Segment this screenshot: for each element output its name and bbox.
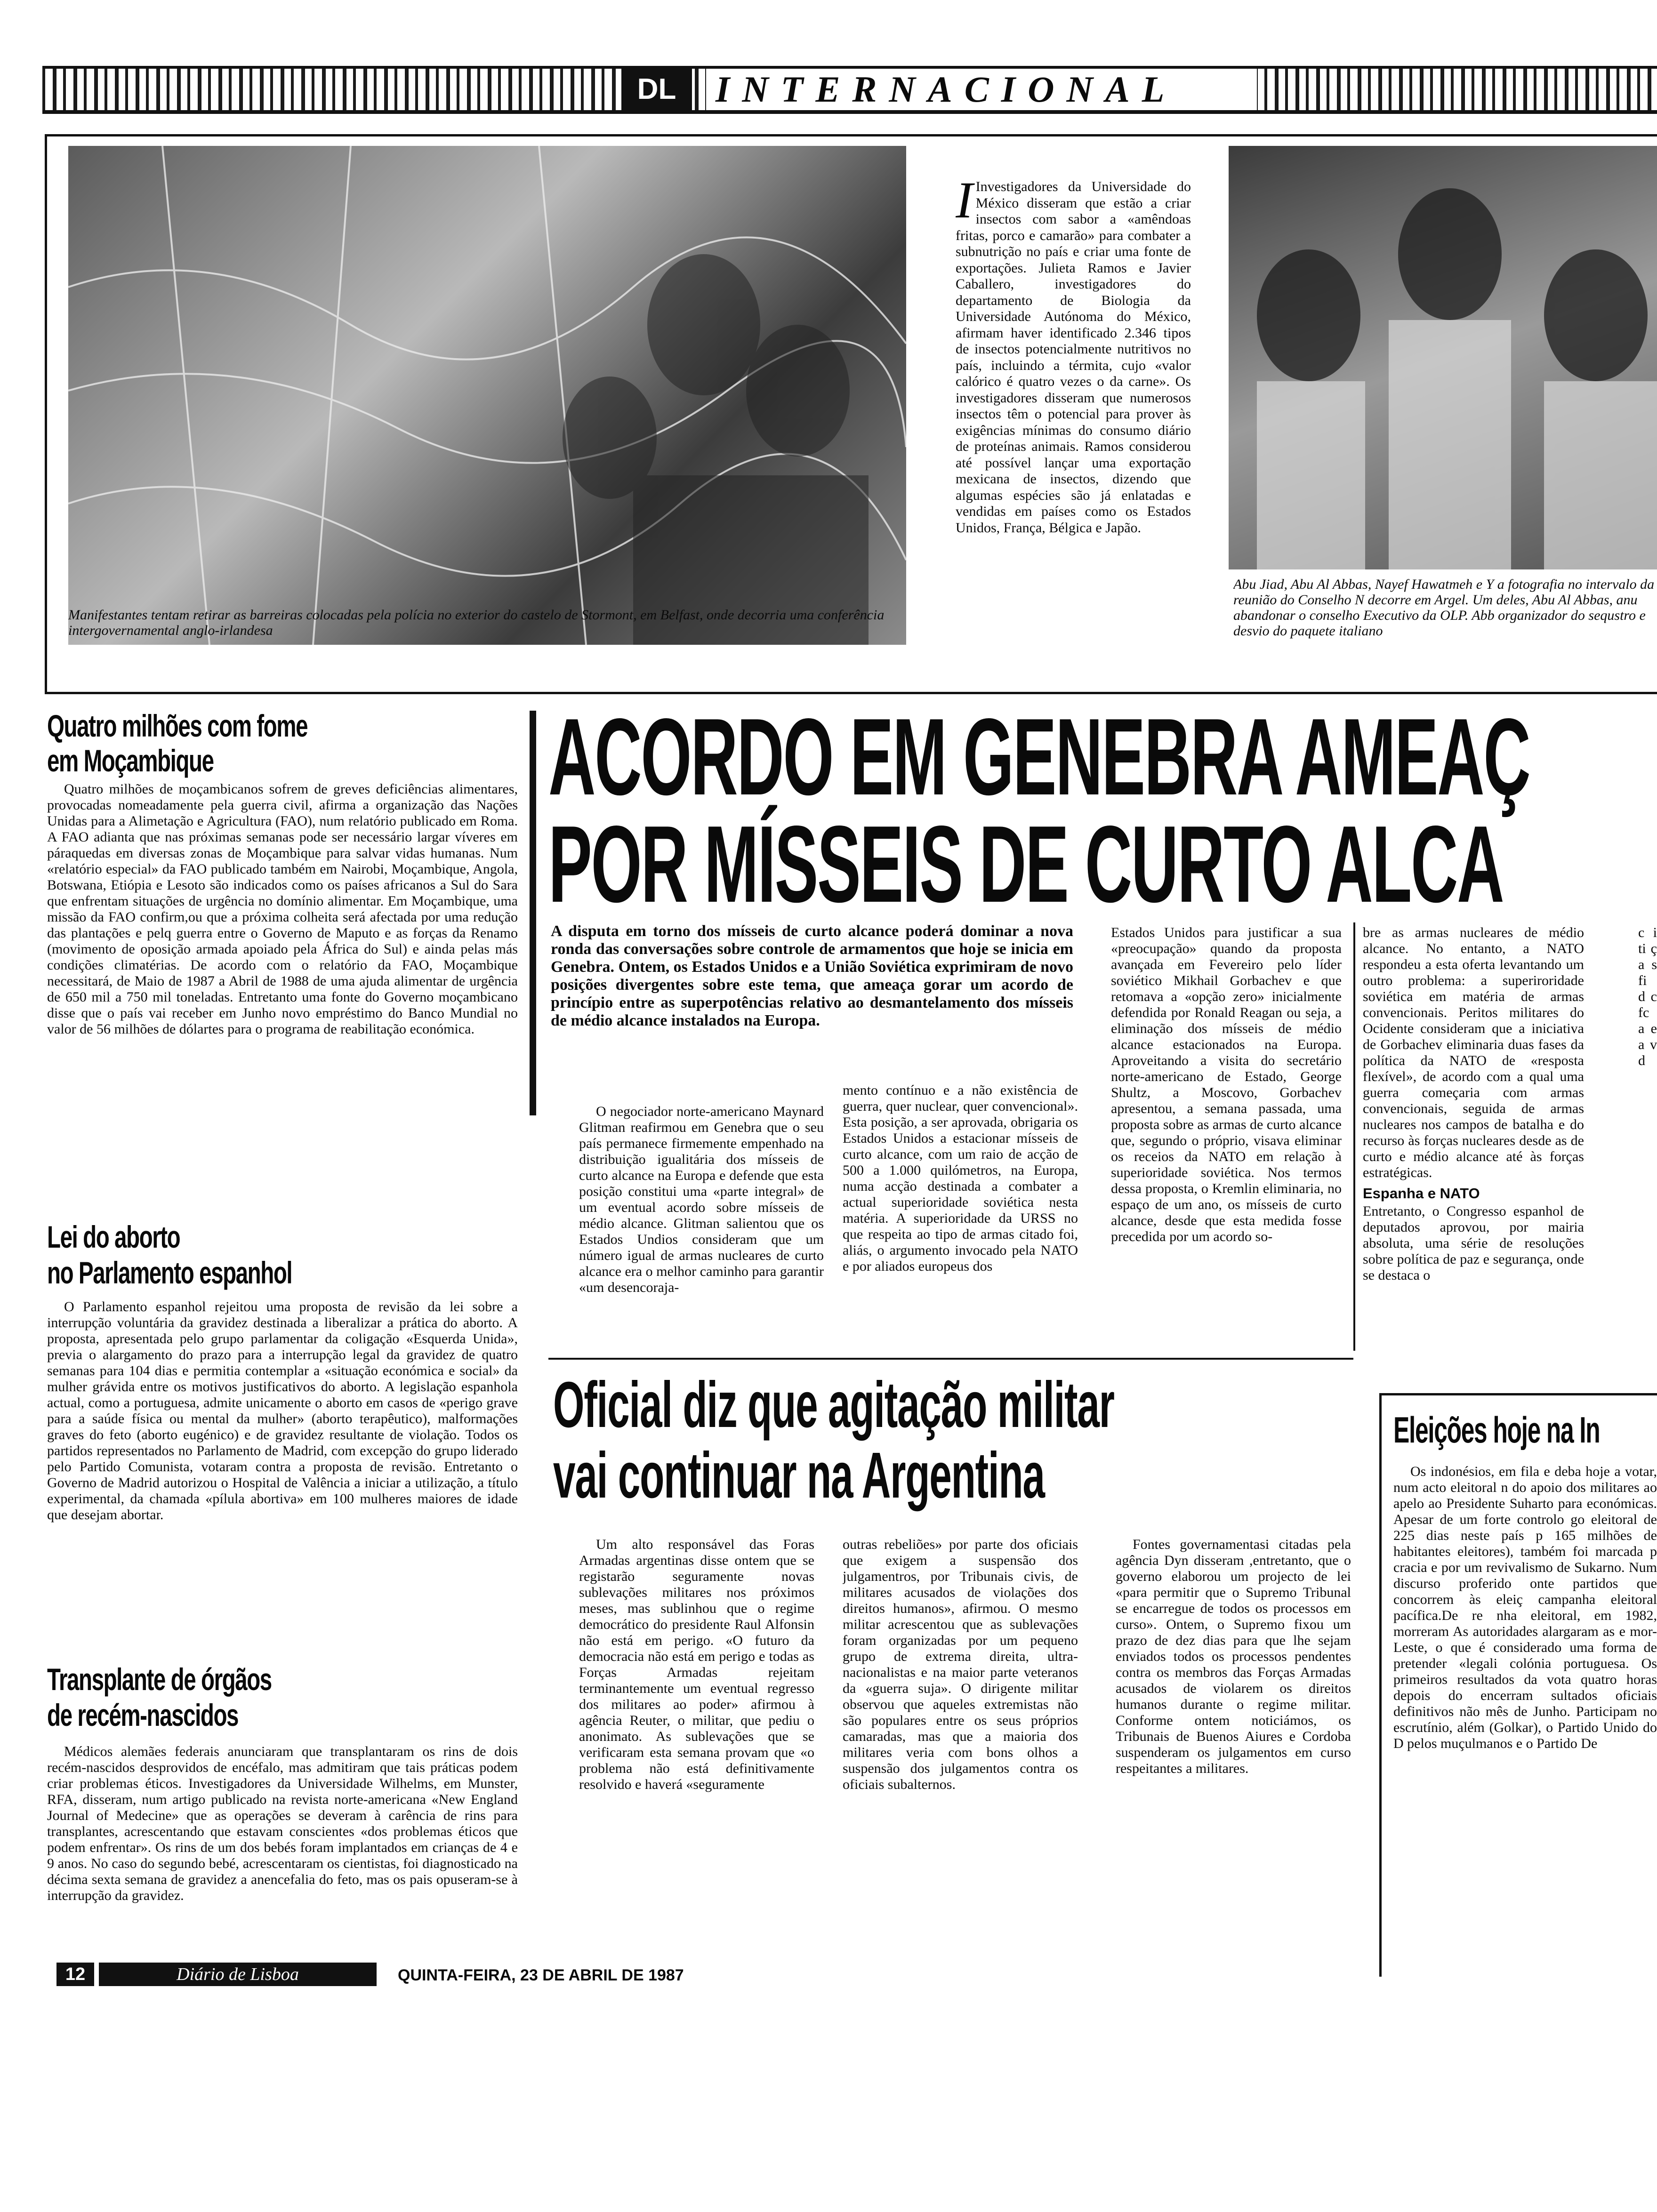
section-title: INTERNACIONAL <box>706 69 1257 110</box>
main-col4-subhead: Espanha e NATO <box>1363 1185 1480 1202</box>
argentina-col-1: Um alto responsável das Foras Armadas argentinas disse ontem que se registarão seguramente novas sublevações militares nos próximos meses, mas sublinhou que o regime democrático do presidente Raul Alfonsin não está em perigo. «O futuro da democracia não está em perigo e todas as Forças Armadas rejeitam terminantemente um eventual regresso dos militares ao poder» afirmou à agência Reuter, o militar, que pediu o anonimato. As sublevações que se verificaram esta semana provam que «o problema não está definitivamente resolvido e haverá «seguramente <box>579 1537 814 1792</box>
main-headline <box>548 704 1657 920</box>
indonesia-headline: Eleições hoje na In <box>1393 1409 1600 1451</box>
main-headline-line2: POR MÍSSEIS DE CURTO ALCA <box>548 803 1504 920</box>
footer-page-number: 12 <box>56 1963 94 1986</box>
argentina-col-2: outras rebeliões» por parte dos oficiais que exigem a suspensão dos julgamentros, por Tribunais civis, de militares acusados de violações dos direitos humanos», afirmou. O mesmo militar acrescentou que as sublevações foram organizadas por um pequeno grupo de extrema direita, ultra-nacionalistas e na maior parte veteranos da «guerra suja». O dirigente militar observou que aqueles extremistas não são populares entre os seus próprios camaradas, mas que a maioria dos militares veria com bons olhos a suspensão dos julgamentos contra os oficiais subalternos. <box>843 1537 1078 1792</box>
column-divider-main <box>1353 922 1355 1351</box>
column-divider-left <box>530 711 536 1115</box>
left-column-1-title <box>47 708 518 778</box>
photo-belfast-protest <box>68 146 906 645</box>
argentina-top-rule <box>548 1358 1353 1360</box>
article2-title-line1: Lei do aborto <box>47 1219 180 1254</box>
left-column-2-title <box>47 1219 518 1290</box>
main-edge-col: c i ti ç a s fi d c fc a e a v d <box>1638 925 1657 1068</box>
main-col-1: O negociador norte-americano Maynard Glitman reafirmou em Genebra que o seu país permanece firmemente empenhado na distribuição igualitária dos mísseis de curto alcance na Europa e defende que esta posição constitui uma «parte integral» de um eventual acordo sobre mísseis de médio alcance. Glitman salientou que os Estados Undios consideram que um número igual de armas nucleares de curto alcance era o melhor caminho para garantir «um desencoraja- <box>579 1104 824 1295</box>
masthead-logo: DL <box>621 69 692 110</box>
main-lead: A disputa em torno dos mísseis de curto alcance poderá dominar a nova ronda das conversações sobre controle de armamentos que hoje se inicia em Genebra. Ontem, os Estados Unidos e a União Soviética exprimiram de novo posições divergentes sobre este tema, que ameaça gorar um acordo de princípio entre as superpotências relativo ao desmantelamento dos mísseis de médio alcance instalados na Europa. <box>551 922 1073 1029</box>
footer-date: QUINTA-FEIRA, 23 DE ABRIL DE 1987 <box>398 1966 684 1984</box>
barbed-wire-illustration <box>68 146 906 645</box>
indonesia-body: Os indonésios, em fila e deba hoje a votar, num acto eleitoral n do apoio dos militares ao apelo ao Presidente Suharto para económicas. Apesar de um forte controlo go eleitoral de 225 dias neste país p 165 milhões de habitantes eleitores), também foi marcada p cracia e por um revivalismo de Sukarno. Num discurso proferido onte partidos que concorrem às eleiç campanha eleitoral pacífica.De re nha eleitoral, em 1982, morreram As autoridades alargaram as e mor-Leste, o que é considerado uma forma de pretender «legali colónia portuguesa. Os primeiros resultados da vota quatro horas depois do encerram sultados oficiais definitivos não mês de Junho. Participam no escrutínio, além (Golkar), o Partido Unido do D pelos muçulmanos e o Partido De <box>1393 1464 1657 1751</box>
dropcap-i: I <box>956 179 973 229</box>
main-col-4: bre as armas nucleares de médio alcance. No entanto, a NATO respondeu a esta oferta levantando um outro problema: a superiroridade soviética em matéria de armas convencionais. Peritos militares do Ocidente consideram que a iniciativa de Gorbachev eliminaria duas fases da política da NATO de «resposta flexível», de acordo com a qual uma guerra começaria com armas convencionais, seguida de armas nucleares nos campos de batalha e do recurso às forças nucleares desde as de curto e médio alcance até às forças estratégicas. Espanha e NATO Entretanto, o Congresso espanhol de deputados aprovou, por mairia absoluta, uma série de resoluções sobre política de paz e segurança, onde se destaca o <box>1363 925 1584 1283</box>
photo-right-caption: Abu Jiad, Abu Al Abbas, Nayef Hawatmeh e Y a fotografia no intervalo da reunião do Conselho N decorre em Argel. Um deles, Abu Al Abbas, anu abandonar o conselho Executivo da OLP. Abb organizador do sequstro e desvio do paquete italiano <box>1233 577 1655 639</box>
article3-title-line1: Transplante de órgãos <box>47 1662 272 1697</box>
masthead-bottom-line <box>42 110 1657 114</box>
argentina-headline <box>553 1370 1353 1520</box>
article1-title-line2: em Moçambique <box>47 743 214 778</box>
left-column-3-title <box>47 1661 518 1733</box>
article2-body: O Parlamento espanhol rejeitou uma proposta de revisão da lei sobre a interrupção voluntária da gravidez destinada a liberalizar a prática do aborto. A proposta, apresentada pelo grupo parlamentar da coligação «Esquerda Unida», previa o alargamento do prazo para a interrupção legal da gravidez de quatro semanas para 104 dias e permitia contemplar a «situação económica e social» da mulher grávida entre os motivos justificativos do aborto. A legislação espanhola actual, como a portuguesa, admite unicamente o aborto em casos de «perigo grave para a saúde física ou mental da mulher» (aborto terapêutico), malformações graves do feto (aborto eugénico) e de gravidez resultante de violação. Todos os partidos representados no Parlamento de Madrid, com excepção do grupo liderado pelo Partido Comunista, votaram contra a proposta de revisão. Entretanto o Governo de Madrid autorizou o Hospital de Valência a iniciar a utilização, a título experimental, da chamada «pílula abortiva» em 100 mulheres maiores de idade que desejam abortar. <box>47 1299 518 1523</box>
argentina-col-3: Fontes governamentasi citadas pela agência Dyn disseram ,entretanto, que o governo elaborou um projecto de lei «para permitir que o Supremo Tribunal se encarregue de todos os processos em curso». Ontem, o Supremo fixou um prazo de dez dias para que lhe sejam enviados todos os processos pendentes contra os membros das Forças Armadas acusados de violarem os direitos humanos durante o regime militar. Conforme ontem noticiámos, os Tribunais de Buenos Aiures e Cordoba suspenderam os julgamentos em curso respeitantes a militares. <box>1116 1537 1351 1776</box>
footer-paper-name: Diário de Lisboa <box>99 1963 377 1986</box>
article3-title-line2: de recém-nascidos <box>47 1698 239 1732</box>
argentina-headline-line1: Oficial diz que agitação militar <box>553 1370 1114 1441</box>
photo-left-caption: Manifestantes tentam retirar as barreiras colocadas pela polícia no exterior do castelo de Stormont, em Belfast, onde decorria uma conferência intergovernamental anglo-irlandesa <box>68 607 885 638</box>
main-col-3: Estados Unidos para justificar a sua «preocupação» quando da proposta avançada em Fevereiro pelo líder soviético Mikhail Gorbachev e que retomava a «opção zero» inicialmente defendida por Ronald Reagan ou seja, a eliminação dos mísseis de médio alcance estacionados na Europa. Aproveitando a visita do secretário norte-americano de Estado, George Shultz, a Moscovo, Gorbachev apresentou, a semana passada, uma proposta sobre as armas de curto alcance que, segundo o próprio, visava eliminar os receios da NATO em relação à superioridade soviética. Nos termos dessa proposta, o Kremlin eliminaria, no espaço de um ano, os mísseis de curto alcance, desde que esta medida fosse precedida por um acordo so- <box>1111 925 1342 1244</box>
insects-article: I Investigadores da Universidade do México disseram que estão a criar insectos com sabor a «amêndoas fritas, porco e camarão» para combater a subnutrição no país e criar uma fonte de exportações. Julieta Ramos e Javier Caballero, investigadores do departamento de Biologia da Universidade Autónoma do México, afirmam haver identificado 2.346 tipos de insectos potencialmente nutritivos no país, incluindo a térmita, cujo «valor calórico é quatro vezes o da carne». Os investigadores disseram que numerosos insectos têm o potencial para prover às exigências mínimas do consumo diário de proteínas animais. Ramos considerou até possível lançar uma exportação mexicana de insectos, dizendo que algumas espécies são já enlatadas e vendidas em países como os Estados Unidos, França, Bélgica e Japão. <box>956 179 1191 536</box>
article2-title-line2: no Parlamento espanhol <box>47 1255 292 1290</box>
argentina-headline-line2: vai continuar na Argentina <box>553 1439 1045 1512</box>
portrait-illustration <box>1229 146 1657 569</box>
main-headline-line1: ACORDO EM GENEBRA AMEAÇ <box>548 704 1530 818</box>
main-col-2: mento contínuo e a não existência de guerra, quer nuclear, quer convencional». Esta posição, a ser aprovada, obrigaria os Estados Unidos a estacionar mísseis de curto alcance, com um raio de acção de 500 a 1.000 quilómetros, na Europa, numa acção destinada a combater a actual superioridade soviética nesta matéria. A superioridade da URSS no que respeita ao tipo de armas citado foi, aliás, o argumento invocado pela NATO e por aliados europeus dos <box>843 1082 1078 1274</box>
article1-body: Quatro milhões de moçambicanos sofrem de greves deficiências alimentares, provocadas nomeadamente pela guerra civil, afirma a organização das Nações Unidas para a Alimetação e Agricultura (FAO), num relatório publicado em Roma. A FAO adianta que nas próximas semanas pode ser necessário largar víveres em páraquedas em diversas zonas de Moçambique para salvar vidas humanas. Num «relatório especial» da FAO publicado também em Nairobi, Moçambique, Angola, Botswana, Etiópia e Lesoto são indicados como os países africanos a Sul do Sara que enfrentam situações de urgência no domínio alimentar. Em Moçambique, uma missão da FAO confirm,ou que a próxima colheita será afectada por uma redução das plantações e pelq guerra entre o Governo de Maputo e as forças da Renamo (movimento de oposição armada apoiado pela África do Sul) e ainda pelas más condições climatérias. De acordo com o relatório da FAO, Moçambique necessitará, de Maio de 1987 a Abril de 1988 de uma ajuda alimentar de urgência de 650 mil a 750 mil toneladas. Entretanto uma fonte do Governo moçambicano disse que o país vai receber em Junho novo empréstimo do Banco Mundial no valor de 56 milhões de dólartes para o programa de reabilitação económica. <box>47 781 518 1037</box>
article3-body: Médicos alemães federais anunciaram que transplantaram os rins de dois recém-nascidos desprovidos de encéfalo, mas admitiram que tais práticas podem criar problemas éticos. Investigadores da Universidade Wilhelms, em Munster, RFA, disseram, num artigo publicado na revista norte-americana «New England Journal of Medecine» que as operações se deveram à carência de rins para transplantes, acrescentando que estavam conscientes «dos problemas éticos que podem enfrentar». Os rins de um dos bebés foram implantados em crianças de 4 e 9 anos. No caso do segundo bebé, acrescentaram os cientistas, foi diagnosticado na décima sexta semana de gravidez a anencefalia do feto, mas os pais opuseram-se à interrupção da gravidez. <box>47 1744 518 1903</box>
photo-plo-leaders <box>1229 146 1657 569</box>
article1-title-line1: Quatro milhões com fome <box>47 708 308 743</box>
